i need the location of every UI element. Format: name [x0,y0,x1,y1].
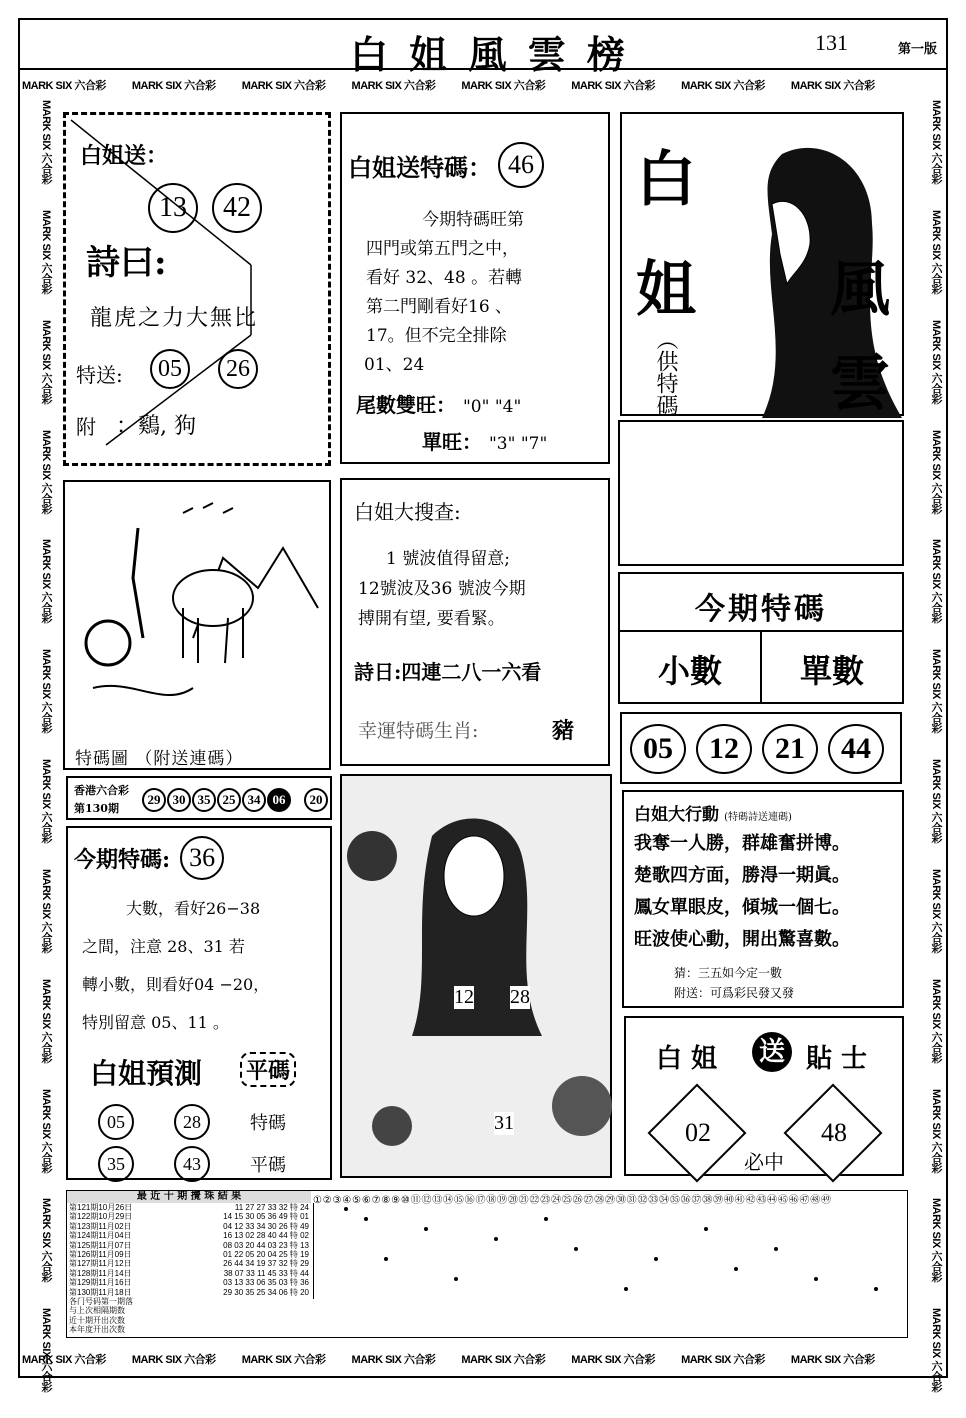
table-row: 第126期11月09日 01 22 05 20 04 25 特 19 [69,1250,309,1260]
table-row: 第123期11月02日 04 12 33 34 30 26 特 49 [69,1221,309,1231]
top-banner: MARK SIX 六合彩 MARK SIX 六合彩 MARK SIX 六合彩 MARK SIX 六合彩 MARK SIX 六合彩 MARK SIX 六合彩 MARK SIX 六合彩 MARK SIX 六合彩 [22,80,875,92]
char-bai: 白 [636,145,696,215]
woman-photo-2 [342,776,610,1176]
tips-must: 必中 [744,1150,784,1174]
table-row: 第122期10月29日 14 15 30 05 36 49 特 01 [69,1212,309,1222]
predict-row [98,1146,286,1182]
photo-number: 28 [510,986,530,1008]
predict-label: 白姐預測 [90,1057,203,1090]
number-circle: 36 [180,836,224,880]
baijie-fengyun-panel [620,112,904,419]
table-footer-row: 本年度开出次数 [69,1325,125,1335]
baijie-gift-box [63,112,331,466]
box4-poem: 詩日:四連二八一六看 [354,660,542,684]
results-table [66,1190,908,1338]
number-circle: 28 [174,1104,210,1140]
ball: 30 [167,788,191,812]
ball: 20 [304,788,328,812]
single-label: 單旺： "3" "7" [422,430,548,454]
tips-title-b: 貼 士 [806,1044,868,1074]
header [18,18,948,77]
big-search-box [340,478,610,766]
right-banner: MARK SIX 六合彩MARK SIX 六合彩MARK SIX 六合彩MARK SIX 六合彩MARK SIX 六合彩MARK SIX 六合彩MARK SIX 六合彩MARK SIX 六合彩MARK SIX 六合彩MARK SIX 六合彩MARK SIX 六合彩MARK SIX 六合彩 [930,100,942,1393]
period-special-box [66,826,332,1180]
tips-box [624,1016,904,1176]
issue-number: 131 [815,30,848,55]
odd-label: 單數 [799,652,864,690]
left-banner: MARK SIX 六合彩MARK SIX 六合彩MARK SIX 六合彩MARK SIX 六合彩MARK SIX 六合彩MARK SIX 六合彩MARK SIX 六合彩MARK SIX 六合彩MARK SIX 六合彩MARK SIX 六合彩MARK SIX 六合彩MARK SIX 六合彩 [40,100,52,1393]
extra-value: ：鷄, 狗 [116,414,196,439]
sub-vertical: （供特碼 [653,328,678,416]
poem-label: 詩曰: [86,243,167,283]
photo-number: 31 [494,1112,514,1134]
number-circle: 44 [828,724,884,774]
results-title: 最 近 十 期 攪 珠 結 果 [67,1191,311,1203]
predict-badge: 平碼 [240,1052,296,1087]
dot-grid [313,1203,907,1299]
lucky-value: 豬 [552,718,575,744]
numbers-row [630,724,884,774]
hk-label1: 香港六合彩 [74,784,129,797]
box1-special-numbers [150,349,258,389]
special-code-box [340,112,610,464]
special-label: 特送: [76,363,123,387]
number-circle: 05 [98,1104,134,1140]
bottom-banner: MARK SIX 六合彩 MARK SIX 六合彩 MARK SIX 六合彩 MARK SIX 六合彩 MARK SIX 六合彩 MARK SIX 六合彩 MARK SIX 六合彩 MARK SIX 六合彩 [22,1354,875,1366]
page-title: 白 姐 風 雲 榜 [350,32,629,77]
hk-numbers [142,788,328,812]
table-row: 第121期10月26日 11 27 27 33 32 特 24 [69,1203,309,1212]
number-circle: 13 [148,183,198,233]
box2-lines: 今期特碼旺第 四門或第五門之中， 看好 32、48 。若轉 第二門剛看好16 、 17。但不完全排除 01、24 [364,210,524,375]
tips-n1: 02 [685,1118,711,1147]
box2-header [348,142,544,188]
ball: 34 [242,788,266,812]
number-circle: 26 [218,349,258,389]
table-row: 第130期11月18日 29 30 35 25 34 06 特 20 [69,1287,309,1297]
extra-label: 附 [76,415,96,439]
ball: 06 [267,788,291,812]
box5-header [74,836,224,880]
special-picture [63,480,331,770]
ox-drawing [73,488,323,732]
box5-title: 今期特碼: [74,846,171,873]
special-title: 今期特碼 [695,592,827,627]
table-footer-row: 各门号码第一期落 [69,1297,133,1307]
hk-results [66,776,332,820]
tips-n2: 48 [821,1118,847,1147]
tail-label: 尾數雙旺： "0" "4" [356,393,522,417]
table-row: 第125期11月07日 08 03 20 44 03 23 特 13 [69,1240,309,1250]
photo-panel [340,774,612,1178]
small-label: 小數 [657,652,722,690]
char-yun: 雲 [830,349,890,419]
number-circle: 05 [630,724,686,774]
number-circle: 42 [212,183,262,233]
number-circle: 12 [696,724,752,774]
tips-mark: 送 [752,1032,792,1072]
number-circle: 21 [762,724,818,774]
row-label: 特碼 [250,1113,286,1134]
special-numbers [620,712,902,784]
poem-subtitle: (特碼詩送連碼) [724,812,792,823]
baijie-action-box [622,790,904,1008]
ball: 35 [192,788,216,812]
poem-lines: 我奪一人勝，群雄奮拼博。 楚歌四方面，勝淂一期眞。 鳳女單眼皮，傾城一個七。 旺波使心動，開出驚喜數。 [634,833,850,950]
table-footer-row: 与上次相隔期数 [69,1306,125,1316]
char-feng: 風 [830,255,890,325]
results-rows [69,1203,309,1335]
box2-title: 白姐送特碼： [348,152,492,182]
hk-label2: 第130期 [74,802,119,815]
box4-title: 白姐大搜查: [354,500,461,524]
number-header-row: ①②③④⑤⑥⑦⑧⑨⑩⑪⑫⑬⑭⑮⑯⑰⑱⑲⑳㉑㉒㉓㉔㉕㉖㉗㉘㉙㉚㉛㉜㉝㉞㉟㊱㊲㊳㊴㊵㊶㊷㊸㊹㊺㊻㊼㊽㊾ [313,1195,832,1206]
gift-line: 附送：可爲彩民發又發 [674,986,795,1000]
poem-header [634,800,792,825]
table-row: 第124期11月04日 16 13 02 28 40 44 特 02 [69,1231,309,1241]
poem-title: 白姐大行動 [634,805,719,825]
row-label: 平碼 [250,1155,286,1176]
tips-title-a: 白 姐 [656,1044,718,1074]
number-circle: 43 [174,1146,210,1182]
box4-lines: 1 號波值得留意; 12號波及36 號波今期 搏開有望, 要看緊。 [358,549,526,629]
blank-panel [618,420,904,566]
photo-number: 12 [454,986,474,1008]
box1-title: 白姐送： [80,143,169,169]
table-row: 第127期11月12日 26 44 34 19 37 32 特 29 [69,1259,309,1269]
picture-caption: 特碼圖 （附送連碼） [75,749,244,769]
number-circle: 46 [498,142,544,188]
lucky-label: 幸運特碼生肖: [358,720,479,742]
page-label: 第一版 [898,42,938,57]
table-row: 第128期11月14日 38 07 33 11 45 33 特 44 [69,1268,309,1278]
ball: 29 [142,788,166,812]
number-circle: 35 [98,1146,134,1182]
predict-row [98,1104,286,1140]
guess-line: 猜：三五如今定一數 [674,966,783,980]
number-circle: 05 [150,349,190,389]
table-footer-row: 近十期开出次数 [69,1315,125,1325]
box5-lines: 大數，看好26−38 之間，注意 28、31 若 轉小數，則看好04 −20， 特別留意 05、11 。 [82,899,270,1032]
table-row: 第129期11月16日 03 13 33 06 35 03 特 36 [69,1278,309,1288]
char-jie: 姐 [636,255,696,325]
this-period-special [618,572,904,704]
poem-line: 龍虎之力大無比 [90,306,259,331]
box1-numbers [148,183,262,233]
ball: 25 [217,788,241,812]
